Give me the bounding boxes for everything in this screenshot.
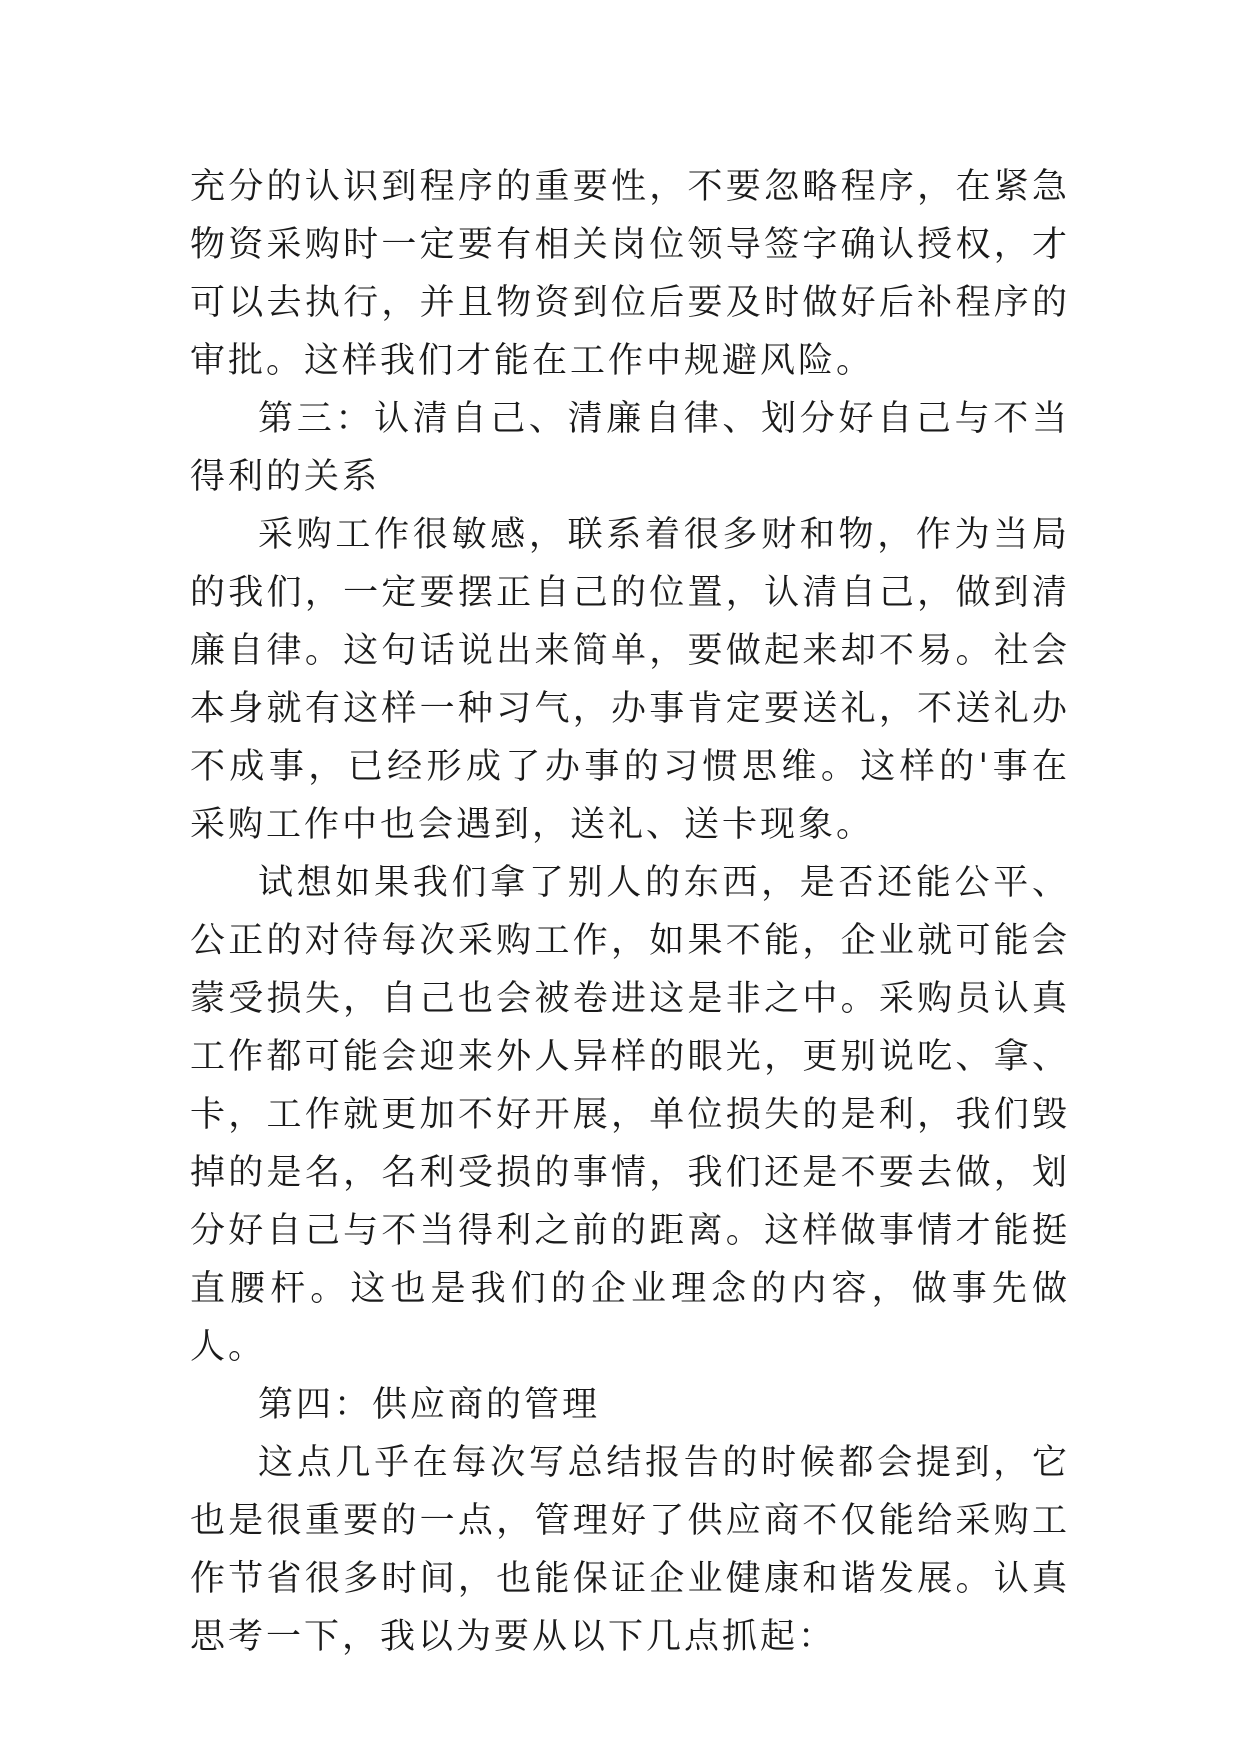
paragraph-4: 试想如果我们拿了别人的东西，是否还能公平、公正的对待每次采购工作，如果不能，企业就可能会蒙受损失，自己也会被卷进这是非之中。采购员认真工作都可能会迎来外人异样的眼光，更别说吃、拿、卡，工作就更加不好开展，单位损失的是利，我们毁掉的是名，名利受损的事情，我们还是不要去做，划分好自己与不当得利之前的距离。这样做事情才能挺直腰杆。这也是我们的企业理念的内容，做事先做人。	[190, 863, 1070, 1367]
paragraph-6: 这点几乎在每次写总结报告的时候都会提到，它也是很重要的一点，管理好了供应商不仅能给采购工作节省很多时间，也能保证企业健康和谐发展。认真思考一下，我以为要从以下几点抓起：	[190, 1443, 1070, 1657]
section-heading-4: 第四：供应商的管理	[258, 1385, 601, 1425]
paragraph-1: 充分的认识到程序的重要性，不要忽略程序，在紧急物资采购时一定要有相关岗位领导签字确认授权，才可以去执行，并且物资到位后要及时做好后补程序的审批。这样我们才能在工作中规避风险。	[190, 167, 1070, 381]
document-body	[190, 158, 1070, 1666]
section-heading-3: 第三：认清自己、清廉自律、划分好自己与不当得利的关系	[190, 399, 1070, 497]
paragraph-3: 采购工作很敏感，联系着很多财和物，作为当局的我们，一定要摆正自己的位置，认清自己，做到清廉自律。这句话说出来简单，要做起来却不易。社会本身就有这样一种习气，办事肯定要送礼，不送礼办不成事，已经形成了办事的习惯思维。这样的'事在采购工作中也会遇到，送礼、送卡现象。	[190, 515, 1070, 845]
